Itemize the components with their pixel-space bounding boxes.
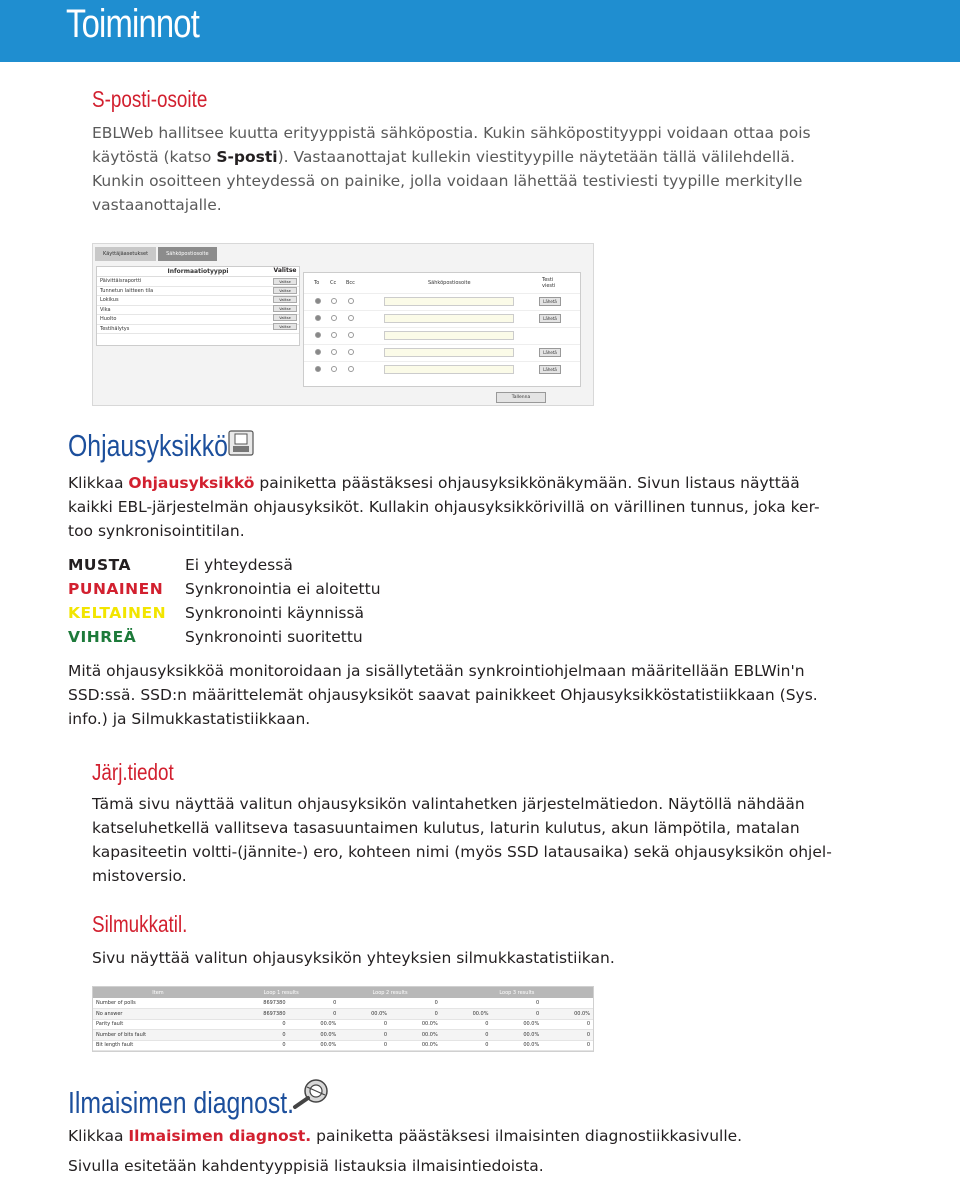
select-button[interactable]: Valitse — [273, 314, 297, 321]
col-loop2: Loop 2 results — [339, 987, 440, 998]
cell-value: 00.0% — [289, 1040, 340, 1051]
send-test-button[interactable]: Lähetä — [539, 365, 561, 374]
jarj-line-3: kapasiteetin voltti-(jännite-) ero, kohteen nimi (myös SSD latausaika) sekä ohjausyksikön ohjel- — [92, 843, 832, 861]
ohjaus-p2-line-1: Mitä ohjausyksikköä monitoroidaan ja sisällytetään synkrointiohjelmaan määritellään EBLWin'n — [68, 662, 805, 680]
radio-cc[interactable] — [331, 315, 337, 321]
ohjaus-line-2: kaikki EBL-järjestelmän ohjausyksiköt. Kullakin ohjausyksikkörivillä on värillinen tunnus, joka ker- — [68, 498, 820, 516]
sposti-line-4: vastaanottajalle. — [92, 196, 222, 214]
cell-item: Number of polls — [93, 998, 223, 1009]
cell-item: No answer — [93, 1009, 223, 1020]
cell-value: 0 — [542, 1040, 593, 1051]
status-key: KELTAINEN — [68, 604, 167, 622]
col-test: Testi viesti — [542, 277, 556, 289]
email-input[interactable] — [384, 348, 514, 357]
cell-value: 0 — [339, 1030, 390, 1041]
status-key: VIHREÄ — [68, 628, 137, 646]
cell-value: 00.0% — [390, 1019, 441, 1030]
col-item: Item — [93, 987, 223, 998]
cell-value: 00.0% — [390, 1030, 441, 1041]
info-type-header: Informaatiotyyppi — [97, 267, 299, 277]
cell-value: 00.0% — [289, 1019, 340, 1030]
select-column — [271, 266, 299, 346]
email-row — [304, 344, 580, 361]
sposti-line-2-post: ). Vastaanottajat kullekin viestityypille näytetään tällä välilehdellä. — [277, 148, 795, 166]
table-row — [93, 1009, 593, 1020]
diag-line-1 — [68, 1124, 948, 1148]
status-value: Synkronointi suoritettu — [185, 628, 363, 646]
info-row: Vika — [97, 306, 299, 316]
radio-bcc[interactable] — [348, 315, 354, 321]
diag-line-1-pre: Klikkaa — [68, 1127, 129, 1145]
radio-bcc[interactable] — [348, 366, 354, 372]
section-heading-jarj: Järj.tiedot — [92, 759, 174, 785]
send-test-button[interactable]: Lähetä — [539, 297, 561, 306]
ohjaus-p2-line-3: info.) ja Silmukkastatistiikkaan. — [68, 710, 311, 728]
diag-button-label: Ilmaisimen diagnost. — [128, 1127, 312, 1145]
radio-to[interactable] — [315, 298, 321, 304]
loop-stats-table — [93, 987, 593, 1051]
cell-value: 0 — [441, 1030, 492, 1041]
cell-value: 0 — [223, 1040, 289, 1051]
col-address: Sähköpostiosoite — [428, 280, 471, 286]
email-row — [304, 310, 580, 327]
tab-user-settings: Käyttäjäasetukset — [95, 247, 156, 261]
cell-value: 0 — [223, 1030, 289, 1041]
send-test-button[interactable]: Lähetä — [539, 348, 561, 357]
cell-value: 0 — [223, 1019, 289, 1030]
select-button[interactable]: Valitse — [273, 305, 297, 312]
radio-bcc[interactable] — [348, 298, 354, 304]
sposti-line-1: EBLWeb hallitsee kuutta erityyppistä sähköpostia. Kukin sähköpostityyppi voidaan ottaa pois — [92, 124, 811, 142]
info-row: Tunnetun laitteen tila — [97, 287, 299, 297]
status-key: MUSTA — [68, 556, 132, 574]
radio-to[interactable] — [315, 332, 321, 338]
cell-value: 00.0% — [390, 1040, 441, 1051]
cell-value: 00.0% — [491, 1019, 542, 1030]
control-unit-icon — [228, 430, 254, 456]
screenshot-tabs — [95, 247, 219, 261]
info-row: Huolto — [97, 315, 299, 325]
email-row — [304, 293, 580, 310]
cell-value — [441, 998, 492, 1009]
cell-value: 00.0% — [491, 1040, 542, 1051]
email-input[interactable] — [384, 314, 514, 323]
radio-to[interactable] — [315, 349, 321, 355]
status-value: Synkronointi käynnissä — [185, 604, 365, 622]
table-row — [93, 1030, 593, 1041]
status-key: PUNAINEN — [68, 580, 164, 598]
ohjaus-p2-line-2: SSD:ssä. SSD:n määrittelemät ohjausyksiköt saavat painikkeet Ohjausyksikköstatistiikkaan (Sys. — [68, 686, 818, 704]
table-row — [93, 1019, 593, 1030]
sposti-line-3: Kunkin osoitteen yhteydessä on painike, jolla voidaan lähettää testiviesti tyypille merkitylle — [92, 172, 803, 190]
send-test-button[interactable]: Lähetä — [539, 314, 561, 323]
col-loop3: Loop 3 results — [441, 987, 593, 998]
col-loop1: Loop 1 results — [223, 987, 339, 998]
email-input[interactable] — [384, 297, 514, 306]
silmukka-paragraph — [92, 946, 922, 970]
sposti-paragraph — [92, 121, 892, 217]
table-row — [93, 998, 593, 1009]
ohjaus-paragraph — [68, 471, 928, 543]
cell-value: 00.0% — [339, 1009, 390, 1020]
diag-paragraph — [68, 1124, 948, 1177]
silmukka-line-1: Sivu näyttää valitun ohjausyksikön yhteyksien silmukkastatistiikan. — [92, 949, 615, 967]
cell-value: 0 — [491, 1009, 542, 1020]
cell-value: 8697380 — [223, 1009, 289, 1020]
page-title: Toiminnot — [66, 2, 200, 46]
email-settings-screenshot — [92, 243, 594, 406]
jarj-line-2: katseluhetkellä vallitseva tasasuuntaimen kulutus, laturin kulutus, akun lämpötila, matalan — [92, 819, 800, 837]
email-row — [304, 327, 580, 344]
cell-value: 0 — [390, 1009, 441, 1020]
info-type-panel — [96, 266, 300, 346]
diag-line-1-post: painiketta päästäksesi ilmaisinten diagnostiikkasivulle. — [311, 1127, 743, 1145]
cell-value: 0 — [542, 1030, 593, 1041]
cell-item: Number of bits fault — [93, 1030, 223, 1041]
info-row: Päivittäisraportti — [97, 277, 299, 287]
email-input[interactable] — [384, 331, 514, 340]
loop-statistics-screenshot — [92, 986, 594, 1052]
cell-item: Parity fault — [93, 1019, 223, 1030]
cell-value: 0 — [542, 1019, 593, 1030]
diag-line-2: Sivulla esitetään kahdentyyppisiä listauksia ilmaisintiedoista. — [68, 1157, 544, 1175]
cell-value: 0 — [491, 998, 542, 1009]
ohjaus-button-label: Ohjausyksikkö — [128, 474, 255, 492]
cell-value: 00.0% — [441, 1009, 492, 1020]
jarj-line-4: mistoversio. — [92, 867, 187, 885]
jarj-paragraph — [92, 792, 922, 888]
email-row — [304, 361, 580, 378]
ohjaus-line-1 — [68, 471, 928, 495]
email-recipients-panel — [303, 272, 581, 387]
select-button[interactable]: Valitse — [273, 278, 297, 285]
col-bcc: Bcc — [346, 280, 355, 286]
jarj-line-1: Tämä sivu näyttää valitun ohjausyksikön valintahetken järjestelmätiedon. Näytöllä nähdään — [92, 795, 805, 813]
cell-value: 0 — [289, 1009, 340, 1020]
section-heading-sposti: S-posti-osoite — [92, 86, 208, 112]
radio-bcc[interactable] — [348, 332, 354, 338]
cell-item: Bit length fault — [93, 1040, 223, 1051]
cell-value: 0 — [441, 1019, 492, 1030]
status-value: Synkronointia ei aloitettu — [185, 580, 381, 598]
cell-value — [339, 998, 390, 1009]
col-cc: Cc — [330, 280, 337, 286]
radio-cc[interactable] — [331, 298, 337, 304]
cell-value: 0 — [390, 998, 441, 1009]
col-to: To — [314, 280, 320, 286]
cell-value: 0 — [339, 1040, 390, 1051]
radio-cc[interactable] — [331, 332, 337, 338]
select-button[interactable]: Valitse — [273, 296, 297, 303]
cell-value: 00.0% — [491, 1030, 542, 1041]
cell-value: 8697380 — [223, 998, 289, 1009]
ohjaus-paragraph-2 — [68, 659, 938, 731]
select-button[interactable]: Valitse — [273, 323, 297, 330]
radio-cc[interactable] — [331, 349, 337, 355]
cell-value: 00.0% — [542, 1009, 593, 1020]
radio-to[interactable] — [315, 315, 321, 321]
cell-value — [542, 998, 593, 1009]
detector-diagnostics-icon — [287, 1078, 333, 1110]
select-header: Valitse — [273, 267, 297, 274]
save-button[interactable]: Tallenna — [496, 392, 546, 403]
cell-value: 00.0% — [289, 1030, 340, 1041]
email-input[interactable] — [384, 365, 514, 374]
section-heading-diag: Ilmaisimen diagnost. — [68, 1085, 295, 1120]
status-value: Ei yhteydessä — [185, 556, 293, 574]
ohjaus-line-1-post: painiketta päästäksesi ohjausyksikkönäkymään. Sivun listaus näyttää — [254, 474, 800, 492]
sposti-line-2 — [92, 145, 892, 169]
cell-value: 0 — [289, 998, 340, 1009]
ohjaus-line-1-pre: Klikkaa — [68, 474, 129, 492]
section-heading-silmukka: Silmukkatil. — [92, 911, 188, 937]
email-header-row — [304, 273, 580, 293]
info-row: Lokikus — [97, 296, 299, 306]
radio-cc[interactable] — [331, 366, 337, 372]
section-heading-ohjaus: Ohjausyksikkö — [68, 428, 228, 463]
ohjaus-line-3: too synkronisointitilan. — [68, 522, 245, 540]
table-row — [93, 1040, 593, 1051]
cell-value: 0 — [441, 1040, 492, 1051]
tab-email-address: Sähköpostiosoite — [158, 247, 217, 261]
sposti-link-label: S-posti — [216, 148, 278, 166]
sposti-line-2-pre: käytöstä (katso — [92, 148, 217, 166]
radio-bcc[interactable] — [348, 349, 354, 355]
info-row: Testihälytys — [97, 325, 299, 335]
radio-to[interactable] — [315, 366, 321, 372]
cell-value: 0 — [339, 1019, 390, 1030]
select-button[interactable]: Valitse — [273, 287, 297, 294]
